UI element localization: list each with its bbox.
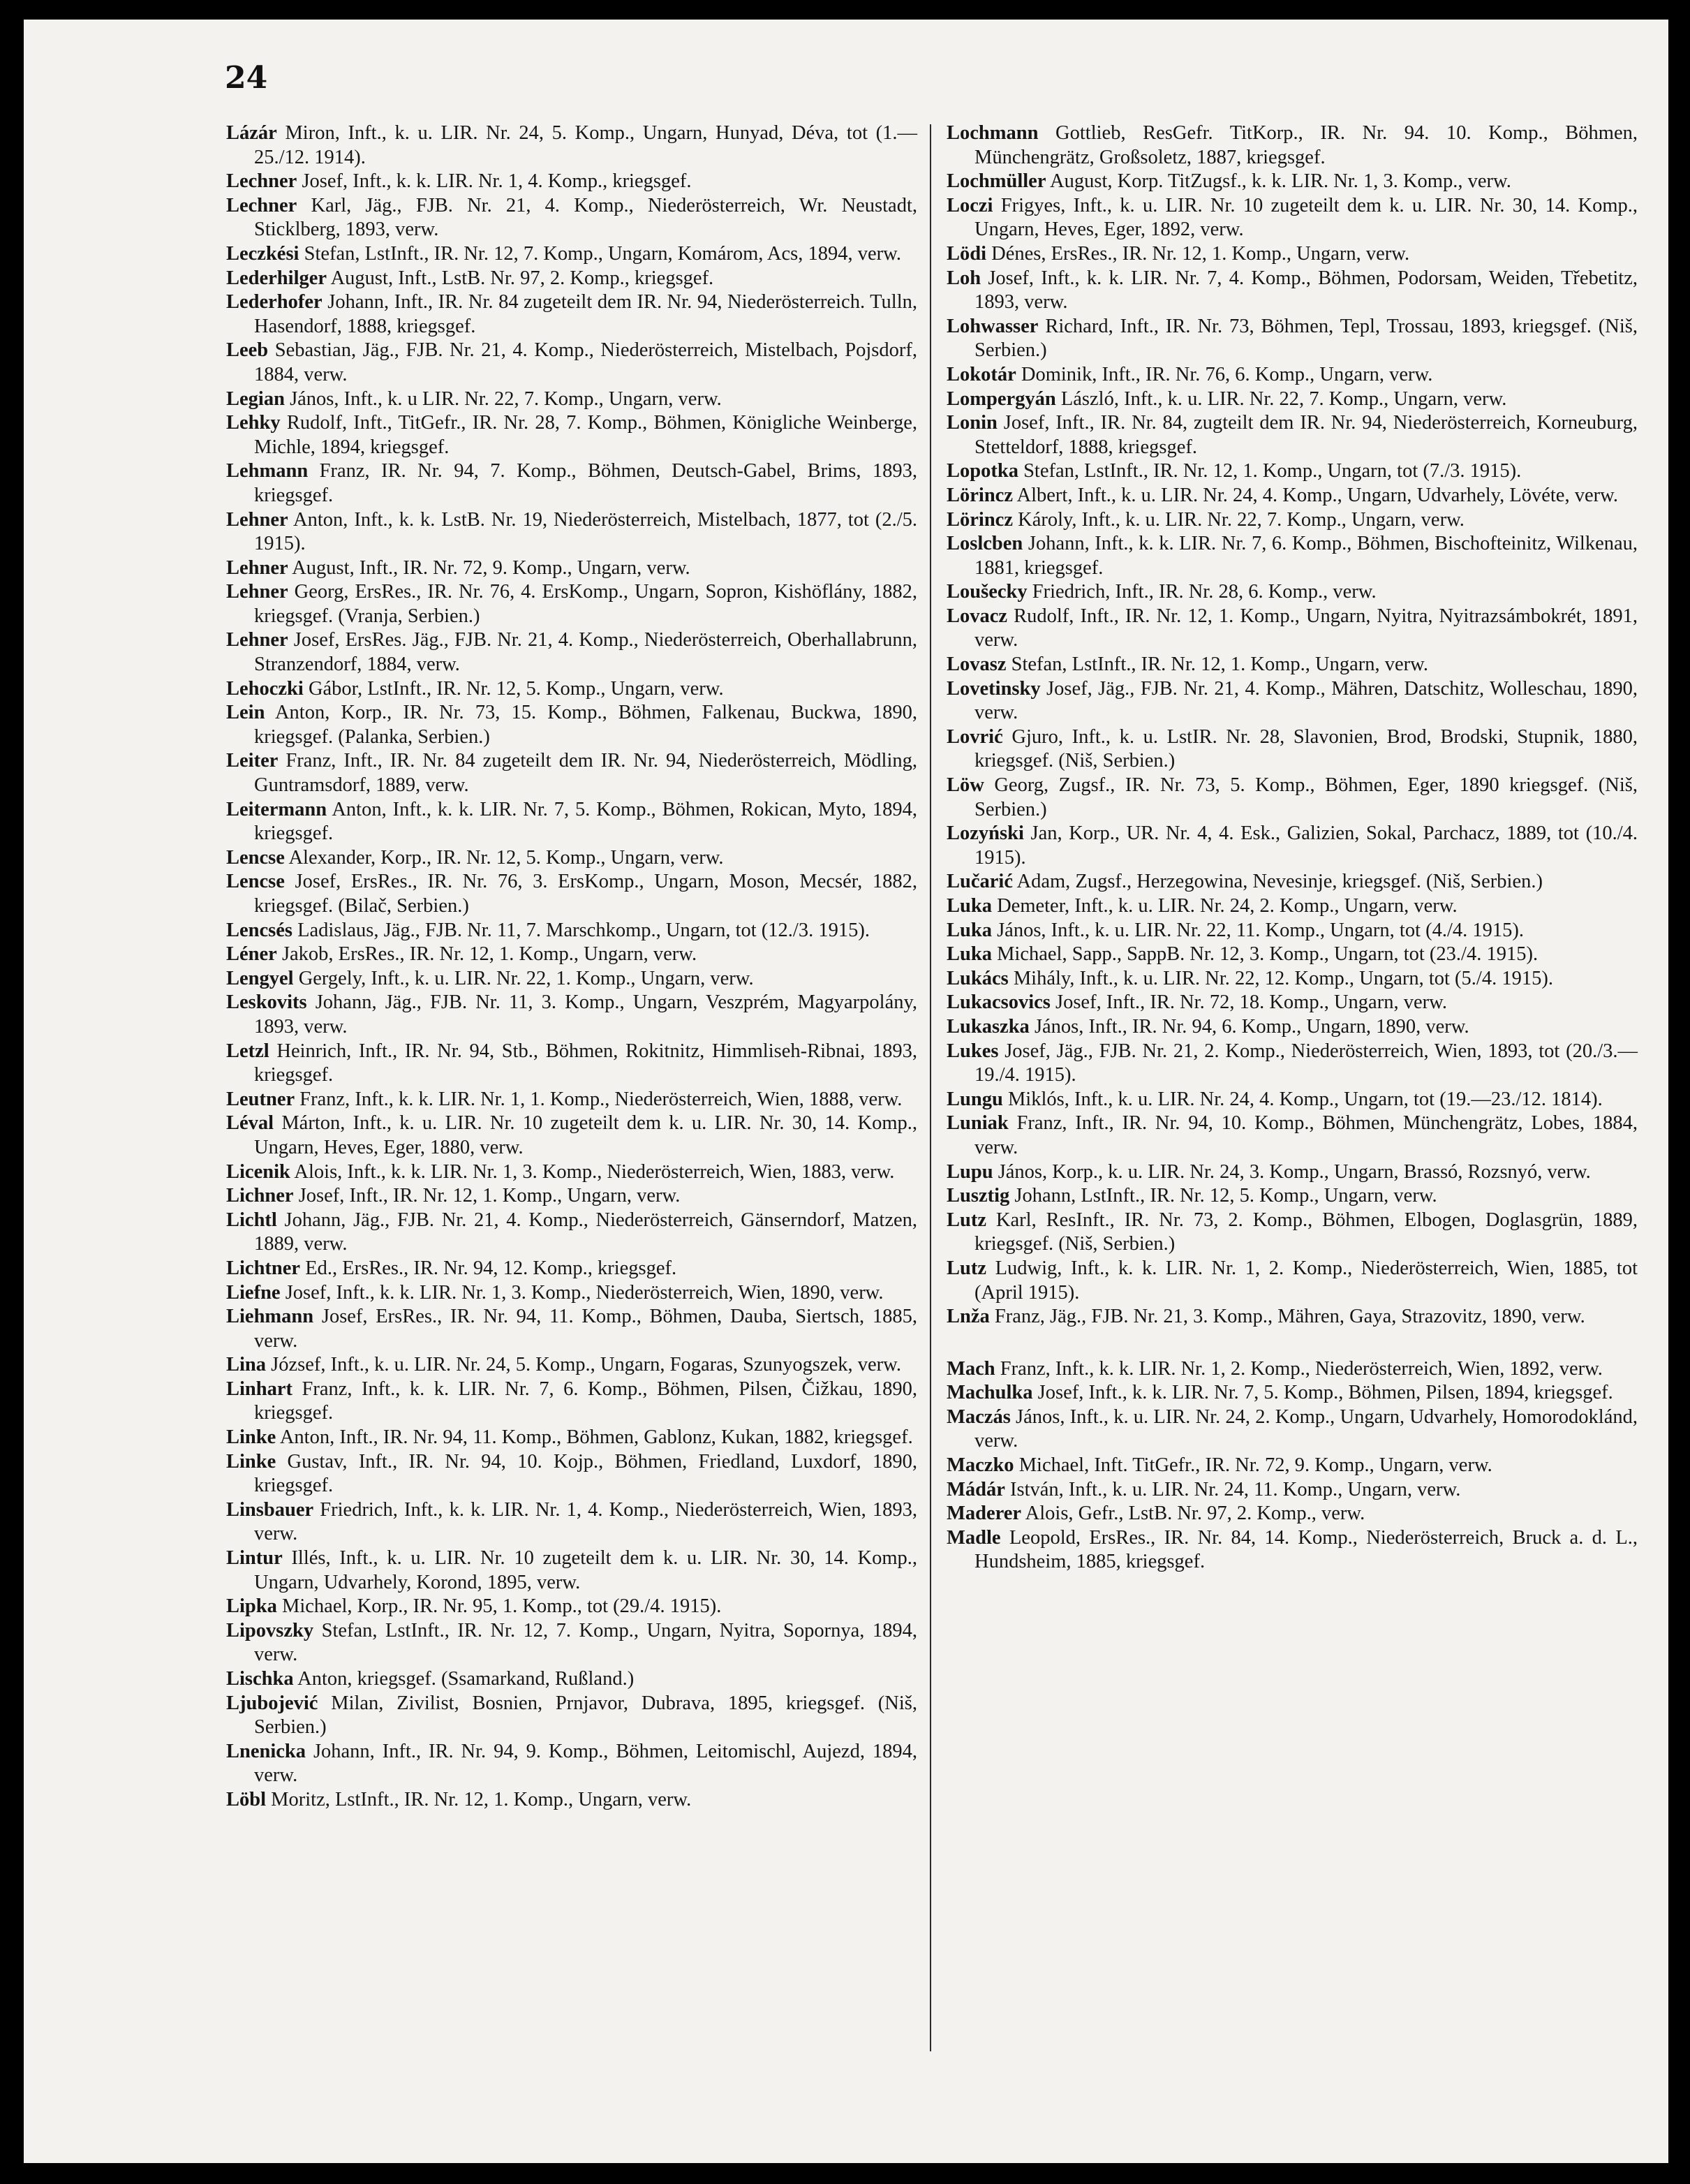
- entry-details: Franz, Inft., IR. Nr. 84 zugeteilt dem IR. Nr. 94, Niederösterreich, Mödling, Guntramsdorf, 1889, verw.: [254, 750, 917, 797]
- entry-details: Anton, Inft., k. k. LIR. Nr. 7, 5. Komp., Böhmen, Rokican, Myto, 1894, kriegsgef.: [254, 798, 917, 845]
- entry-details: Anton, Inft., k. k. LstB. Nr. 19, Niederösterreich, Mistelbach, 1877, tot (2./5. 1915).: [254, 508, 917, 555]
- entry-details: Johann, Jäg., FJB. Nr. 21, 4. Komp., Niederösterreich, Gänserndorf, Matzen, 1889, verw.: [254, 1209, 917, 1255]
- entry-surname: Lengyel: [226, 967, 294, 989]
- entry-surname: Lungu: [947, 1088, 1003, 1110]
- entry-surname: Lichner: [226, 1185, 294, 1207]
- list-item: [226, 194, 917, 242]
- list-item: [226, 1426, 917, 1450]
- list-item: [947, 725, 1638, 774]
- entry-surname: Lencse: [226, 871, 285, 893]
- list-item: [947, 967, 1638, 991]
- entry-surname: Leeb: [226, 339, 269, 362]
- entry-surname: Lozyński: [947, 822, 1024, 845]
- list-item: [226, 1595, 917, 1619]
- entry-details: Franz, Inft., k. k. LIR. Nr. 7, 6. Komp., Böhmen, Pilsen, Čižkau, 1890, kriegsgef.: [254, 1378, 917, 1424]
- right-column: [947, 121, 1638, 1574]
- list-item: [226, 846, 917, 871]
- entry-details: Friedrich, Inft., IR. Nr. 28, 6. Komp., verw.: [1027, 581, 1377, 603]
- entry-surname: Lukacsovics: [947, 991, 1051, 1014]
- entry-details: János, Korp., k. u. LIR. Nr. 24, 3. Komp., Ungarn, Brassó, Rozsnyó, verw.: [993, 1160, 1591, 1183]
- list-item: [226, 411, 917, 459]
- entry-surname: Lehoczki: [226, 677, 304, 700]
- list-item: [947, 170, 1638, 194]
- list-item: [947, 894, 1638, 919]
- entry-details: Georg, Zugsf., IR. Nr. 73, 5. Komp., Böhmen, Eger, 1890 kriegsgef. (Niš, Serbien.): [974, 774, 1638, 820]
- list-item: [947, 677, 1638, 725]
- entry-details: János, Inft., k. u LIR. Nr. 22, 7. Komp., Ungarn, verw.: [284, 388, 722, 410]
- entry-details: Márton, Inft., k. u. LIR. Nr. 10 zugeteilt dem k. u. LIR. Nr. 30, 14. Komp., Ungarn, Heves, Eger, 1880, verw.: [254, 1112, 917, 1158]
- list-item: [947, 459, 1638, 484]
- entry-details: Alois, Gefr., LstB. Nr. 97, 2. Komp., verw.: [1021, 1503, 1365, 1525]
- entry-surname: Lonin: [947, 412, 998, 434]
- entry-details: János, Inft., k. u. LIR. Nr. 22, 11. Komp., Ungarn, tot (4./4. 1915).: [991, 919, 1525, 941]
- list-item: [947, 508, 1638, 533]
- entry-surname: Linhart: [226, 1378, 293, 1400]
- list-item: [947, 1526, 1638, 1574]
- entry-details: Michael, Inft. TitGefr., IR. Nr. 72, 9. Komp., Ungarn, verw.: [1014, 1454, 1492, 1477]
- list-item: [947, 532, 1638, 580]
- entry-details: Josef, Inft., k. k. LIR. Nr. 1, 4. Komp., kriegsgef.: [297, 170, 692, 193]
- entry-surname: Lázár: [226, 122, 277, 144]
- entry-details: Gergely, Inft., k. u. LIR. Nr. 22, 1. Komp., Ungarn, verw.: [293, 967, 754, 989]
- list-item: [226, 459, 917, 508]
- entry-details: Josef, ErsRes. Jäg., FJB. Nr. 21, 4. Komp., Niederösterreich, Oberhallabrunn, Stranzendorf, 1884, verw.: [254, 629, 917, 676]
- entry-details: Richard, Inft., IR. Nr. 73, Böhmen, Tepl, Trossau, 1893, kriegsgef. (Niš, Serbien.): [974, 315, 1638, 362]
- list-item: [947, 315, 1638, 363]
- list-item: [226, 556, 917, 581]
- entry-details: Dominik, Inft., IR. Nr. 76, 6. Komp., Ungarn, verw.: [1016, 363, 1433, 385]
- list-item: [947, 1478, 1638, 1503]
- entry-surname: Lina: [226, 1354, 267, 1376]
- entry-details: Mihály, Inft., k. u. LIR. Nr. 22, 12. Komp., Ungarn, tot (5./4. 1915).: [1008, 967, 1553, 989]
- entry-surname: Lovasz: [947, 654, 1007, 676]
- entry-details: Stefan, LstInft., IR. Nr. 12, 1. Komp., Ungarn, verw.: [1006, 654, 1428, 676]
- list-item: [947, 1257, 1638, 1305]
- list-item: [947, 1040, 1638, 1088]
- entry-surname: Luniak: [947, 1112, 1009, 1135]
- entry-surname: Léner: [226, 943, 277, 966]
- entry-surname: Lnenicka: [226, 1740, 306, 1762]
- entry-surname: Lompergyán: [947, 388, 1056, 410]
- entry-details: Alois, Inft., k. k. LIR. Nr. 1, 3. Komp., Niederösterreich, Wien, 1883, verw.: [290, 1160, 895, 1183]
- entry-details: Johann, Inft., IR. Nr. 84 zugeteilt dem IR. Nr. 94, Niederösterreich. Tulln, Hasendorf, 1888, kriegsgef.: [254, 291, 917, 337]
- list-item: [226, 267, 917, 291]
- entry-surname: Lochmann: [947, 122, 1039, 144]
- list-item: [947, 1381, 1638, 1405]
- list-item: [947, 1088, 1638, 1112]
- entry-details: Rudolf, Inft., TitGefr., IR. Nr. 28, 7. Komp., Böhmen, Königliche Weinberge, Michle, 1894, kriegsgef.: [254, 412, 917, 458]
- entry-surname: Licenik: [226, 1160, 290, 1183]
- entry-surname: Lörincz: [947, 508, 1013, 531]
- list-item: [947, 363, 1638, 388]
- entry-surname: Lencse: [226, 846, 285, 869]
- entry-details: Gábor, LstInft., IR. Nr. 12, 5. Komp., Ungarn, verw.: [303, 677, 724, 700]
- list-item: [226, 290, 917, 339]
- entry-surname: Madle: [947, 1526, 1001, 1549]
- entry-surname: Lichtl: [226, 1209, 277, 1231]
- entry-details: Josef, Inft., IR. Nr. 12, 1. Komp., Ungarn, verw.: [293, 1185, 681, 1207]
- list-item: [947, 1184, 1638, 1209]
- entry-surname: Linke: [226, 1450, 276, 1473]
- list-item: [947, 484, 1638, 508]
- list-item: [947, 991, 1638, 1015]
- list-item: [947, 774, 1638, 822]
- entry-details: Leopold, ErsRes., IR. Nr. 84, 14. Komp., Niederösterreich, Bruck a. d. L., Hundsheim, 1885, kriegsgef.: [974, 1526, 1638, 1573]
- entry-details: Franz, Inft., k. k. LIR. Nr. 1, 2. Komp., Niederösterreich, Wien, 1892, verw.: [995, 1357, 1603, 1380]
- entry-surname: Lederhilger: [226, 267, 327, 289]
- list-item: [226, 870, 917, 918]
- entry-details: Miklós, Inft., k. u. LIR. Nr. 24, 4. Komp., Ungarn, tot (19.—23./12. 1814).: [1002, 1088, 1603, 1110]
- list-item: [226, 1667, 917, 1692]
- entry-surname: Löw: [947, 774, 984, 797]
- entry-details: Stefan, LstInft., IR. Nr. 12, 1. Komp., Ungarn, tot (7./3. 1915).: [1018, 460, 1522, 482]
- list-item: [226, 1257, 917, 1281]
- entry-details: József, Inft., k. u. LIR. Nr. 24, 5. Komp., Ungarn, Fogaras, Szunyogszek, verw.: [266, 1354, 902, 1376]
- entry-details: Josef, Inft., IR. Nr. 84, zugteilt dem IR. Nr. 94, Niederösterreich, Korneuburg, Stetteldorf, 1888, kriegsgef.: [974, 412, 1638, 458]
- entry-surname: Lehner: [226, 508, 288, 531]
- list-item: [947, 605, 1638, 653]
- entry-surname: Leskovits: [226, 991, 307, 1014]
- list-item: [947, 121, 1638, 170]
- list-item: [226, 580, 917, 628]
- list-item: [226, 1498, 917, 1547]
- entry-details: Franz, Inft., IR. Nr. 94, 10. Komp., Böhmen, Münchengrätz, Lobes, 1884, verw.: [974, 1112, 1638, 1158]
- entry-details: Karl, ResInft., IR. Nr. 73, 2. Komp., Böhmen, Elbogen, Doglasgrün, 1889, kriegsgef. (Niš, Serbien.): [974, 1209, 1638, 1255]
- entry-surname: Lichtner: [226, 1257, 301, 1279]
- entry-surname: Lochmüller: [947, 170, 1046, 193]
- list-item: [226, 242, 917, 267]
- entry-surname: Machulka: [947, 1382, 1033, 1404]
- list-item: [947, 242, 1638, 267]
- list-item: [226, 508, 917, 556]
- entry-surname: Lein: [226, 702, 265, 724]
- entry-surname: Lohwasser: [947, 315, 1039, 337]
- list-item: [226, 1160, 917, 1185]
- entry-surname: Maczko: [947, 1454, 1014, 1477]
- entry-surname: Leitermann: [226, 798, 327, 820]
- entry-surname: Leiter: [226, 750, 279, 772]
- list-item: [226, 628, 917, 677]
- list-item: [947, 653, 1638, 677]
- entry-details: Miron, Inft., k. u. LIR. Nr. 24, 5. Komp., Ungarn, Hunyad, Déva, tot (1.—25./12. 1914).: [254, 122, 917, 168]
- entry-details: Anton, Inft., IR. Nr. 94, 11. Komp., Böhmen, Gablonz, Kukan, 1882, kriegsgef.: [276, 1426, 913, 1449]
- entry-surname: Lischka: [226, 1668, 294, 1690]
- entry-details: Alexander, Korp., IR. Nr. 12, 5. Komp., Ungarn, verw.: [284, 846, 724, 869]
- entry-details: Franz, Jäg., FJB. Nr. 21, 3. Komp., Mähren, Gaya, Strazovitz, 1890, verw.: [989, 1306, 1585, 1328]
- entry-details: Ladislaus, Jäg., FJB. Nr. 11, 7. Marschkomp., Ungarn, tot (12./3. 1915).: [292, 919, 870, 941]
- entry-surname: Lopotka: [947, 460, 1018, 482]
- entry-details: Michael, Korp., IR. Nr. 95, 1. Komp., tot (29./4. 1915).: [276, 1595, 722, 1618]
- entry-surname: Loslcben: [947, 533, 1023, 555]
- list-item: [947, 1160, 1638, 1185]
- list-item: [226, 1619, 917, 1667]
- entry-surname: Lutz: [947, 1209, 986, 1231]
- entry-details: Rudolf, Inft., IR. Nr. 12, 1. Komp., Ungarn, Nyitra, Nyitrazsámbokrét, 1891, verw.: [974, 605, 1638, 651]
- entry-details: Johann, Inft., k. k. LIR. Nr. 7, 6. Komp., Böhmen, Bischofteinitz, Wilkenau, 1881, kriegsgef.: [974, 533, 1638, 579]
- entry-surname: Lnža: [947, 1306, 990, 1328]
- entry-surname: Lovacz: [947, 605, 1008, 627]
- list-item: [947, 822, 1638, 870]
- list-item: [226, 339, 917, 387]
- entry-surname: Legian: [226, 388, 285, 410]
- entry-surname: Lukes: [947, 1040, 999, 1062]
- entry-surname: Maczás: [947, 1405, 1011, 1428]
- entry-surname: Lehner: [226, 629, 288, 651]
- entry-surname: Liehmann: [226, 1306, 314, 1328]
- list-item: [947, 1357, 1638, 1382]
- entry-surname: Loh: [947, 267, 981, 289]
- entry-details: Friedrich, Inft., k. k. LIR. Nr. 1, 4. Komp., Niederösterreich, Wien, 1893, verw.: [254, 1498, 917, 1545]
- entry-details: Gjuro, Inft., k. u. LstIR. Nr. 28, Slavonien, Brod, Brodski, Stupnik, 1880, kriegsgef. (Niš, Serbien.): [974, 725, 1638, 772]
- entry-surname: Letzl: [226, 1040, 269, 1062]
- left-column: [226, 121, 917, 1813]
- list-item: [226, 1740, 917, 1788]
- entry-details: Károly, Inft., k. u. LIR. Nr. 22, 7. Komp., Ungarn, verw.: [1012, 508, 1465, 531]
- entry-surname: Linke: [226, 1426, 276, 1449]
- entry-surname: Lödi: [947, 242, 987, 265]
- entry-surname: Lörincz: [947, 484, 1013, 506]
- entry-details: Demeter, Inft., k. u. LIR. Nr. 24, 2. Komp., Ungarn, verw.: [991, 895, 1458, 917]
- entry-surname: Lutz: [947, 1257, 986, 1279]
- entry-surname: Luka: [947, 943, 992, 966]
- entry-surname: Lovrić: [947, 725, 1003, 748]
- entry-details: Milan, Zivilist, Bosnien, Prnjavor, Dubrava, 1895, kriegsgef. (Niš, Serbien.): [254, 1692, 917, 1739]
- list-item: [226, 1378, 917, 1426]
- entry-details: Josef, Inft., IR. Nr. 72, 18. Komp., Ungarn, verw.: [1050, 991, 1447, 1014]
- entry-details: Josef, Inft., k. k. LIR. Nr. 7, 4. Komp., Böhmen, Podorsam, Weiden, Třebetitz, 1893, verw.: [974, 267, 1638, 313]
- list-item: [947, 1015, 1638, 1040]
- entry-surname: Leczkési: [226, 242, 299, 265]
- list-item: [947, 388, 1638, 412]
- entry-details: Gustav, Inft., IR. Nr. 94, 10. Kojp., Böhmen, Friedland, Luxdorf, 1890, kriegsgef.: [254, 1450, 917, 1497]
- entry-surname: Luka: [947, 919, 992, 941]
- document-page: [24, 20, 1668, 2163]
- entry-surname: Lehky: [226, 412, 281, 434]
- list-item: [947, 1502, 1638, 1526]
- entry-surname: Mach: [947, 1357, 995, 1380]
- list-item: [226, 1353, 917, 1378]
- entry-details: Karl, Jäg., FJB. Nr. 21, 4. Komp., Niederösterreich, Wr. Neustadt, Sticklberg, 1893, verw.: [254, 194, 917, 241]
- entry-surname: Loczi: [947, 194, 993, 216]
- entry-details: Josef, Inft., k. k. LIR. Nr. 7, 5. Komp., Böhmen, Pilsen, 1894, kriegsgef.: [1032, 1382, 1613, 1404]
- list-item: [947, 919, 1638, 943]
- list-item: [947, 1305, 1638, 1329]
- entry-surname: Lovetinsky: [947, 677, 1041, 700]
- entry-details: Josef, Inft., k. k. LIR. Nr. 1, 3. Komp., Niederösterreich, Wien, 1890, verw.: [280, 1281, 884, 1304]
- entry-details: Stefan, LstInft., IR. Nr. 12, 7. Komp., Ungarn, Nyitra, Sopornya, 1894, verw.: [254, 1619, 917, 1666]
- entry-details: Dénes, ErsRes., IR. Nr. 12, 1. Komp., Ungarn, verw.: [986, 242, 1410, 265]
- list-item: [947, 1405, 1638, 1454]
- entry-details: Michael, Sapp., SappB. Nr. 12, 3. Komp., Ungarn, tot (23./4. 1915).: [991, 943, 1539, 966]
- entry-surname: Lusztig: [947, 1185, 1010, 1207]
- list-item: [947, 1112, 1638, 1160]
- list-item: [226, 1305, 917, 1353]
- list-item: [226, 1184, 917, 1209]
- entry-details: László, Inft., k. u. LIR. Nr. 22, 7. Komp., Ungarn, verw.: [1055, 388, 1507, 410]
- entry-surname: Lederhofer: [226, 291, 323, 313]
- list-item: [226, 1209, 917, 1257]
- list-item: [226, 1088, 917, 1112]
- list-item: [947, 943, 1638, 967]
- entry-surname: Lehmann: [226, 460, 309, 482]
- entry-details: Gottlieb, ResGefr. TitKorp., IR. Nr. 94. 10. Komp., Böhmen, Münchengrätz, Großsoletz, 1887, kriegsgef.: [974, 122, 1638, 168]
- entry-surname: Maderer: [947, 1503, 1022, 1525]
- entry-details: Anton, Korp., IR. Nr. 73, 15. Komp., Böhmen, Falkenau, Buckwa, 1890, kriegsgef. (Palanka, Serbien.): [254, 702, 917, 748]
- entry-surname: Lokotár: [947, 363, 1016, 385]
- list-item: [226, 170, 917, 194]
- list-item: [226, 943, 917, 967]
- entry-details: Franz, IR. Nr. 94, 7. Komp., Böhmen, Deutsch-Gabel, Brims, 1893, kriegsgef.: [254, 460, 917, 506]
- list-item: [947, 870, 1638, 894]
- entry-details: Josef, Jäg., FJB. Nr. 21, 2. Komp., Niederösterreich, Wien, 1893, tot (20./3.—19./4. 1915).: [974, 1040, 1638, 1086]
- entry-details: Ed., ErsRes., IR. Nr. 94, 12. Komp., kriegsgef.: [300, 1257, 677, 1279]
- entry-surname: Lechner: [226, 170, 297, 193]
- list-item: [226, 701, 917, 749]
- list-item: [226, 749, 917, 797]
- entry-surname: Liefne: [226, 1281, 281, 1304]
- entry-details: János, Inft., k. u. LIR. Nr. 24, 2. Komp., Ungarn, Udvarhely, Homorodoklánd, verw.: [974, 1405, 1638, 1452]
- page-number: 24: [225, 60, 268, 96]
- entry-surname: Löbl: [226, 1788, 267, 1810]
- entry-surname: Lehner: [226, 556, 288, 579]
- entry-details: August, Inft., IR. Nr. 72, 9. Komp., Ungarn, verw.: [288, 556, 690, 579]
- entry-details: Albert, Inft., k. u. LIR. Nr. 24, 4. Komp., Ungarn, Udvarhely, Lövéte, verw.: [1012, 484, 1618, 506]
- entry-surname: Lučarić: [947, 871, 1013, 893]
- entry-details: Jan, Korp., UR. Nr. 4, 4. Esk., Galizien, Sokal, Parchacz, 1889, tot (10./4. 1915).: [974, 822, 1638, 869]
- entry-surname: Lipovszky: [226, 1619, 314, 1641]
- list-item: [947, 1209, 1638, 1257]
- list-item: [226, 798, 917, 846]
- list-item: [226, 121, 917, 170]
- column-divider: [930, 124, 931, 2051]
- entry-details: Ludwig, Inft., k. k. LIR. Nr. 1, 2. Komp., Niederösterreich, Wien, 1885, tot (April 1915).: [974, 1257, 1638, 1304]
- entry-surname: Lukács: [947, 967, 1009, 989]
- list-item: [226, 1788, 917, 1813]
- list-item: [226, 1450, 917, 1498]
- entry-details: Sebastian, Jäg., FJB. Nr. 21, 4. Komp., Niederösterreich, Mistelbach, Pojsdorf, 1884, verw.: [254, 339, 917, 385]
- entry-details: Georg, ErsRes., IR. Nr. 76, 4. ErsKomp., Ungarn, Sopron, Kishöflány, 1882, kriegsgef. (Vranja, Serbien.): [254, 581, 917, 627]
- entry-details: Johann, Inft., IR. Nr. 94, 9. Komp., Böhmen, Leitomischl, Aujezd, 1894, verw.: [254, 1740, 917, 1787]
- list-item: [947, 411, 1638, 459]
- entry-surname: Lupu: [947, 1160, 993, 1183]
- entry-surname: Léval: [226, 1112, 274, 1135]
- entry-details: August, Korp. TitZugsf., k. k. LIR. Nr. 1, 3. Komp., verw.: [1046, 170, 1511, 193]
- entry-details: János, Inft., IR. Nr. 94, 6. Komp., Ungarn, 1890, verw.: [1029, 1015, 1469, 1038]
- entry-surname: Lintur: [226, 1547, 283, 1570]
- entry-surname: Leutner: [226, 1088, 295, 1110]
- entry-surname: Loušecky: [947, 581, 1028, 603]
- entry-details: István, Inft., k. u. LIR. Nr. 24, 11. Komp., Ungarn, verw.: [1005, 1478, 1461, 1500]
- list-item: [226, 991, 917, 1039]
- entry-details: Johann, LstInft., IR. Nr. 12, 5. Komp., Ungarn, verw.: [1009, 1185, 1437, 1207]
- list-item: [226, 967, 917, 991]
- list-item: [947, 194, 1638, 242]
- list-item: [226, 1112, 917, 1160]
- list-item: [226, 388, 917, 412]
- entry-details: Frigyes, Inft., k. u. LIR. Nr. 10 zugeteilt dem k. u. LIR. Nr. 30, 14. Komp., Ungarn, Heves, Eger, 1892, verw.: [974, 194, 1638, 241]
- entry-surname: Linsbauer: [226, 1498, 314, 1521]
- entry-details: Heinrich, Inft., IR. Nr. 94, Stb., Böhmen, Rokitnitz, Himmliseh-Ribnai, 1893, kriegsgef.: [254, 1040, 917, 1086]
- entry-surname: Lehner: [226, 581, 288, 603]
- entry-details: Johann, Jäg., FJB. Nr. 11, 3. Komp., Ungarn, Veszprém, Magyarpolány, 1893, verw.: [254, 991, 917, 1038]
- list-item: [226, 677, 917, 702]
- entry-details: Josef, ErsRes., IR. Nr. 76, 3. ErsKomp., Ungarn, Moson, Mecsér, 1882, kriegsgef. (Bilač, Serbien.): [254, 871, 917, 917]
- list-item: [226, 1281, 917, 1306]
- list-item: [947, 267, 1638, 315]
- entry-details: Adam, Zugsf., Herzegowina, Nevesinje, kriegsgef. (Niš, Serbien.): [1012, 871, 1543, 893]
- entry-surname: Lencsés: [226, 919, 292, 941]
- entry-surname: Mádár: [947, 1478, 1005, 1500]
- entry-surname: Lukaszka: [947, 1015, 1030, 1038]
- entry-details: Josef, ErsRes., IR. Nr. 94, 11. Komp., Böhmen, Dauba, Siertsch, 1885, verw.: [254, 1306, 917, 1352]
- entry-details: Josef, Jäg., FJB. Nr. 21, 4. Komp., Mähren, Datschitz, Wolleschau, 1890, verw.: [974, 677, 1638, 724]
- entry-surname: Lipka: [226, 1595, 277, 1618]
- list-item: [226, 1040, 917, 1088]
- list-item: [947, 580, 1638, 605]
- list-item: [226, 1692, 917, 1740]
- entry-details: Anton, kriegsgef. (Ssamarkand, Rußland.): [293, 1668, 635, 1690]
- entry-surname: Lechner: [226, 194, 297, 216]
- list-item: [226, 1547, 917, 1595]
- entry-details: Moritz, LstInft., IR. Nr. 12, 1. Komp., Ungarn, verw.: [266, 1788, 692, 1810]
- entry-surname: Luka: [947, 895, 992, 917]
- entry-details: August, Inft., LstB. Nr. 97, 2. Komp., kriegsgef.: [327, 267, 714, 289]
- entry-details: Franz, Inft., k. k. LIR. Nr. 1, 1. Komp., Niederösterreich, Wien, 1888, verw.: [295, 1088, 903, 1110]
- list-item: [947, 1454, 1638, 1478]
- entry-details: Illés, Inft., k. u. LIR. Nr. 10 zugeteilt dem k. u. LIR. Nr. 30, 14. Komp., Ungarn, Udvarhely, Korond, 1895, verw.: [254, 1547, 917, 1593]
- entry-surname: Ljubojević: [226, 1692, 318, 1714]
- entry-details: Stefan, LstInft., IR. Nr. 12, 7. Komp., Ungarn, Komárom, Acs, 1894, verw.: [299, 242, 901, 265]
- entry-details: Jakob, ErsRes., IR. Nr. 12, 1. Komp., Ungarn, verw.: [276, 943, 697, 966]
- list-item: [226, 919, 917, 943]
